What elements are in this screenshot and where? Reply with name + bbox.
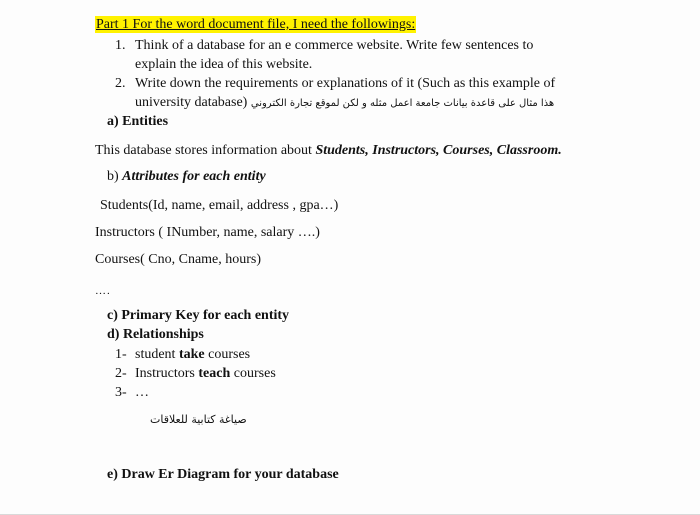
relationship-text: courses xyxy=(204,347,251,362)
relationship-number: 2- xyxy=(115,366,127,381)
attribute-row-students: Students(Id, name, email, address , gpa…) xyxy=(100,198,339,213)
relationship-item xyxy=(115,384,149,401)
entities-description-text: This database stores information about xyxy=(95,143,316,158)
entities-description xyxy=(95,142,562,159)
list-item-number: 2. xyxy=(115,76,126,91)
relationship-text: student xyxy=(135,347,179,362)
attributes-label-text: Attributes for each entity xyxy=(122,169,266,184)
list-item-number: 1. xyxy=(115,38,126,53)
list-item-text: Think of a database for an e commerce website. Write few sentences to xyxy=(135,38,534,53)
relationship-text: … xyxy=(135,385,149,400)
attribute-row-courses: Courses( Cno, Cname, hours) xyxy=(95,252,262,267)
primary-key-label: c) Primary Key for each entity xyxy=(107,308,290,323)
list-item-text: university database) xyxy=(135,95,248,110)
relationship-item xyxy=(115,346,250,363)
relationships-arabic-note: صياغة كتابية للعلاقات xyxy=(150,413,247,426)
attributes-label-prefix: b) xyxy=(107,169,123,184)
er-diagram-label: e) Draw Er Diagram for your database xyxy=(107,467,339,482)
attributes-label xyxy=(107,168,266,185)
part1-heading: Part 1 For the word document file, I need the followings: xyxy=(96,17,416,32)
list-item xyxy=(115,75,555,92)
entities-list: Students, Instructors, Courses, Classroom. xyxy=(315,143,562,158)
relationship-text: courses xyxy=(230,366,276,381)
relationship-item xyxy=(115,365,276,382)
relationship-text: Instructors xyxy=(135,366,199,381)
entities-label: a) Entities xyxy=(107,114,169,129)
arabic-note: هذا مثال على قاعدة بيانات جامعة اعمل مثله و لكن لموقع تجارة الكتروني xyxy=(250,98,555,109)
list-item-continuation xyxy=(135,94,554,112)
list-item xyxy=(115,37,533,54)
relationship-verb: take xyxy=(178,347,205,362)
attribute-row-instructors: Instructors ( INumber, name, salary ….) xyxy=(95,225,320,240)
relationship-number: 1- xyxy=(115,347,127,362)
relationship-number: 3- xyxy=(115,385,127,400)
ellipsis: …. xyxy=(95,285,111,297)
relationships-label: d) Relationships xyxy=(107,327,204,342)
list-item-text: Write down the requirements or explanations of it (Such as this example of xyxy=(135,76,556,91)
list-item-continuation: explain the idea of this website. xyxy=(135,57,313,72)
relationship-verb: teach xyxy=(198,366,231,381)
